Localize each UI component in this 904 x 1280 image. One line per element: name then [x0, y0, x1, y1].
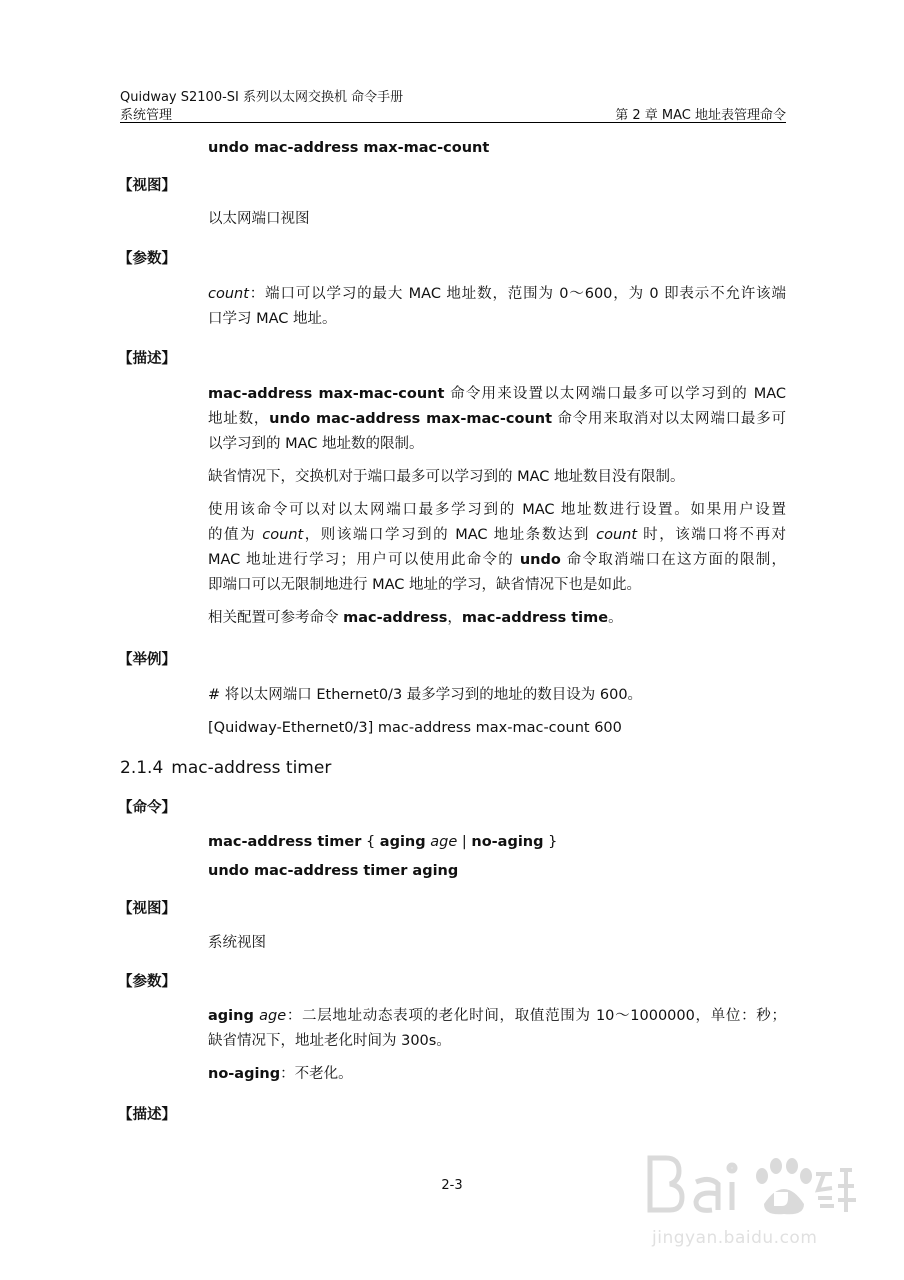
- section-label-desc-1: 【描述】: [118, 351, 176, 367]
- desc-p3-line2: 的值为 count，则该端口学习到的 MAC 地址条数达到 count 时，该端口将不再对: [208, 527, 787, 543]
- subsection-heading: [120, 758, 331, 778]
- desc-p4: 相关配置可参考命令 mac-address，mac-address time。: [208, 610, 623, 626]
- header-row: [120, 104, 786, 123]
- params-line-1: count：端口可以学习的最大 MAC 地址数，范围为 0～600，为 0 即表示不允许该端: [208, 286, 786, 302]
- params2-line-2: 缺省情况下，地址老化时间为 300s。: [208, 1033, 451, 1049]
- baidu-logo-icon: [636, 1140, 866, 1230]
- view-text-2: 系统视图: [208, 935, 266, 951]
- header-title: Quidway S2100-SI 系列以太网交换机 命令手册: [120, 90, 404, 105]
- example-command: [Quidway-Ethernet0/3] mac-address max-mac-count 600: [208, 720, 622, 736]
- command-line-2: undo mac-address timer aging: [208, 863, 459, 879]
- section-label-params-2: 【参数】: [118, 974, 176, 990]
- section-label-params-1: 【参数】: [118, 251, 176, 267]
- subsection-title: mac-address timer: [171, 758, 332, 778]
- baidu-watermark: [636, 1140, 866, 1260]
- section-label-view-2: 【视图】: [118, 901, 176, 917]
- count-term: count: [208, 286, 249, 302]
- view-text-1: 以太网端口视图: [208, 211, 310, 227]
- watermark-url: jingyan.baidu.com: [652, 1228, 818, 1248]
- example-comment: # 将以太网端口 Ethernet0/3 最多学习到的地址的数目设为 600。: [208, 687, 643, 703]
- desc-p1-line3: 以学习到的 MAC 地址数的限制。: [208, 436, 424, 452]
- desc-p3-line1: 使用该命令可以对以太网端口最多学习到的 MAC 地址数进行设置。如果用户设置: [208, 502, 786, 518]
- section-label-view-1: 【视图】: [118, 178, 176, 194]
- section-label-desc-2: 【描述】: [118, 1107, 176, 1123]
- top-command: [208, 136, 786, 161]
- subsection-number: 2.1.4: [120, 758, 164, 778]
- top-command-text: undo mac-address max-mac-count: [208, 140, 490, 156]
- params2-line-1: aging age：二层地址动态表项的老化时间，取值范围为 10～1000000，单位：秒；: [208, 1008, 786, 1024]
- desc-p1-line1: mac-address max-mac-count 命令用来设置以太网端口最多可以学习到的 MAC: [208, 386, 786, 402]
- desc-block-1: [208, 382, 786, 631]
- params2-noaging: no-aging：不老化。: [208, 1066, 353, 1082]
- command-line-1: mac-address timer { aging age | no-aging }: [208, 834, 558, 850]
- header-right: 第 2 章 MAC 地址表管理命令: [615, 108, 786, 123]
- section-label-example-1: 【举例】: [118, 652, 176, 668]
- desc-p1-line2: 地址数，undo mac-address max-mac-count 命令用来取消对以太网端口最多可: [208, 411, 787, 427]
- command-block-2: [208, 830, 786, 884]
- desc-p2: 缺省情况下，交换机对于端口最多可以学习到的 MAC 地址数目没有限制。: [208, 469, 685, 485]
- header-rule: [120, 122, 786, 123]
- example-block-1: [208, 683, 786, 741]
- header-left: 系统管理: [120, 108, 173, 123]
- params-text-1: [208, 282, 786, 332]
- desc-p3-line4: 即端口可以无限制地进行 MAC 地址的学习，缺省情况下也是如此。: [208, 577, 642, 593]
- section-label-command-2: 【命令】: [118, 800, 176, 816]
- params-line-2: 口学习 MAC 地址。: [208, 311, 337, 327]
- params-block-2: [208, 1004, 786, 1087]
- page-number: 2-3: [441, 1178, 463, 1193]
- desc-p3-line3: MAC 地址进行学习；用户可以使用此命令的 undo 命令取消端口在这方面的限制，: [208, 552, 786, 568]
